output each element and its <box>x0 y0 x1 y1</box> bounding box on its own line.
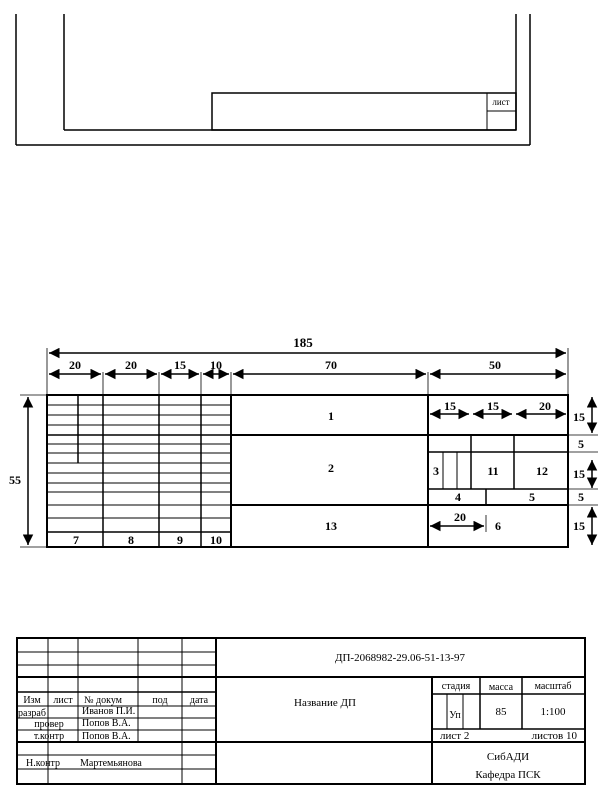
zone-1: 1 <box>328 409 334 423</box>
sheet-number: лист 2 <box>440 730 470 742</box>
zone-10: 10 <box>210 533 222 547</box>
dim-right-4: 5 <box>578 490 584 504</box>
scale-value: 1:100 <box>540 706 566 718</box>
stage-header: стадия <box>441 681 471 692</box>
top-frame <box>16 14 530 145</box>
dim-col-5: 70 <box>325 358 337 372</box>
mass-value: 85 <box>495 706 507 718</box>
header-list: лист <box>53 695 73 706</box>
role-prover: провер <box>34 719 64 730</box>
name-prover: Попов В.А. <box>82 718 131 729</box>
dim-sub-3: 20 <box>539 399 551 413</box>
role-nkontr: Н.контр <box>26 758 60 769</box>
dim-right-1: 15 <box>573 410 585 424</box>
header-doc-no: № докум <box>83 695 123 706</box>
dim-col-2: 20 <box>125 358 137 372</box>
dim-col-3: 15 <box>174 358 186 372</box>
zone-7: 7 <box>73 533 79 547</box>
dim-sub-1: 15 <box>444 399 456 413</box>
dim-col-6: 50 <box>489 358 501 372</box>
name-razrab: Иванов П.И. <box>82 706 136 717</box>
dimension-scheme <box>20 348 598 547</box>
zone-6: 6 <box>495 519 501 533</box>
name-nkontr: Мартемьянова <box>80 758 142 769</box>
name-tkontr: Попов В.А. <box>82 731 131 742</box>
zone-12: 12 <box>536 464 548 478</box>
document-code: ДП-2068982-29.06-51-13-97 <box>334 652 466 664</box>
dim-right-3: 15 <box>573 467 585 481</box>
sheets-total: листов 10 <box>531 730 577 742</box>
header-izm: Изм <box>23 695 41 706</box>
dim-total-width: 185 <box>293 335 313 350</box>
dim-col-4: 10 <box>210 358 222 372</box>
zone-3: 3 <box>433 464 439 478</box>
department-name: Кафедра ПСК <box>475 769 541 781</box>
stage-value: Уп <box>449 710 461 721</box>
header-sign: под <box>152 695 168 706</box>
mass-header: масса <box>488 682 514 693</box>
dim-right-5: 15 <box>573 519 585 533</box>
zone-9: 9 <box>177 533 183 547</box>
dim-bottom-width: 20 <box>454 510 466 524</box>
zone-4: 4 <box>455 490 461 504</box>
organization-name: СибАДИ <box>486 751 530 763</box>
role-tkontr: т.контр <box>33 731 65 742</box>
zone-8: 8 <box>128 533 134 547</box>
zone-13: 13 <box>325 519 337 533</box>
top-list-label: лист <box>492 97 510 107</box>
role-razrab: разраб <box>18 708 46 719</box>
zone-5: 5 <box>529 490 535 504</box>
scale-header: масштаб <box>534 681 572 692</box>
dim-sub-2: 15 <box>487 399 499 413</box>
zone-2: 2 <box>328 461 334 475</box>
dim-col-1: 20 <box>69 358 81 372</box>
document-name: Название ДП <box>294 697 356 709</box>
dim-right-2: 5 <box>578 437 584 451</box>
header-date: дата <box>189 695 209 706</box>
dim-height: 55 <box>9 473 21 487</box>
zone-11: 11 <box>487 464 499 478</box>
